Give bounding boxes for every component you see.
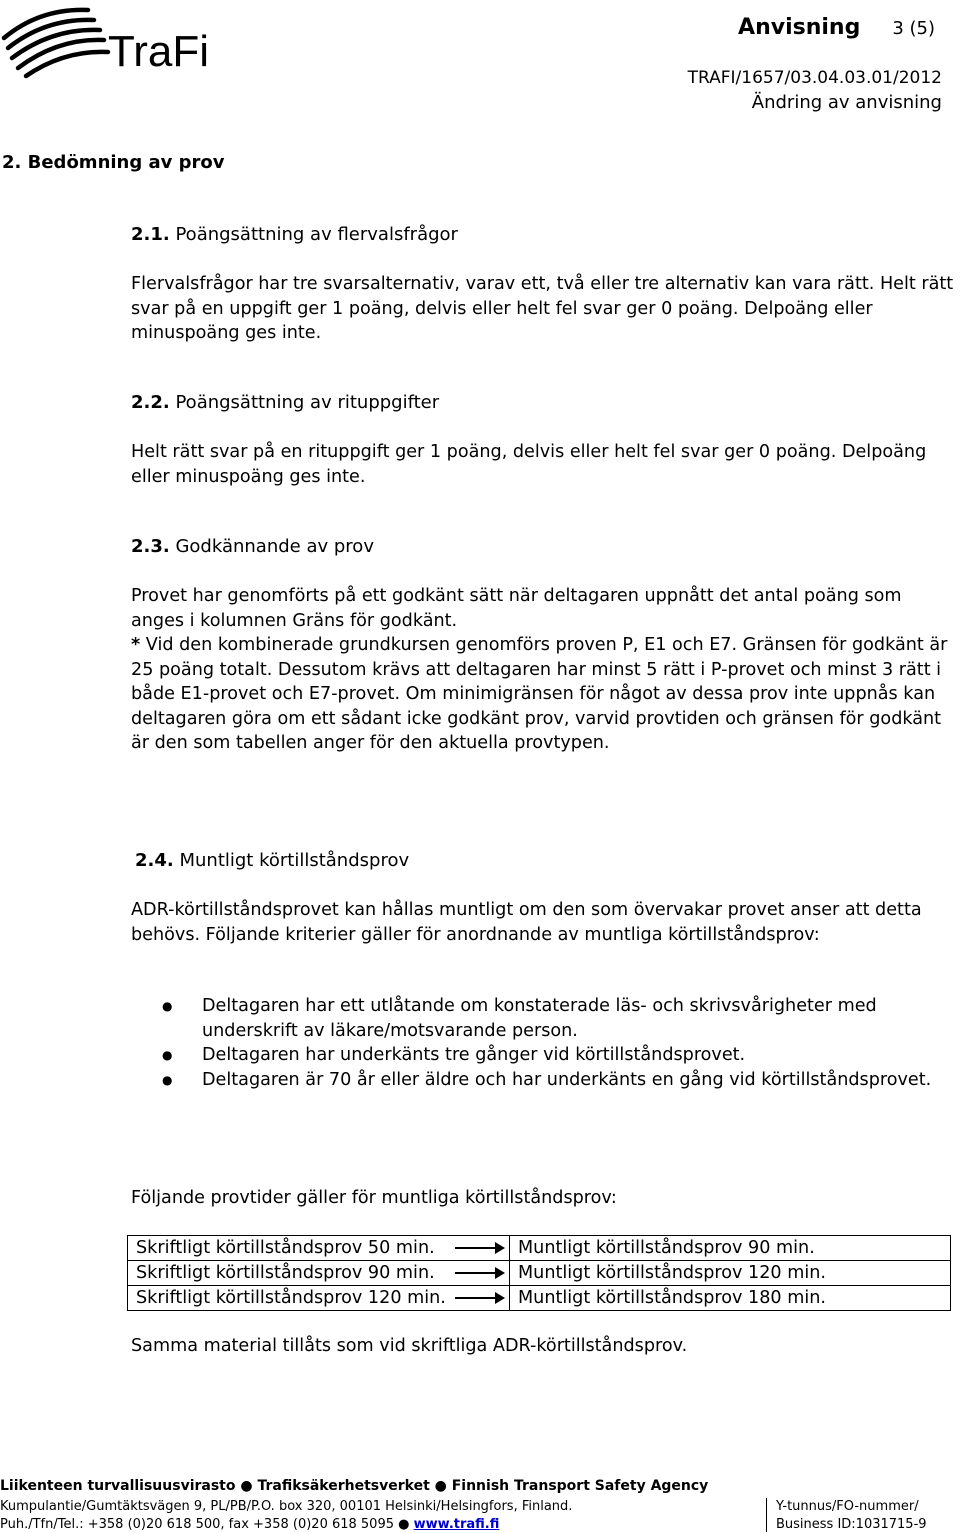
- paragraph-2-2: Helt rätt svar på en rituppgift ger 1 poäng, delvis eller helt fel svar ger 0 poäng. Delpoäng eller minuspoäng ges inte.: [131, 442, 927, 487]
- trafi-logo: [0, 0, 230, 80]
- list-item: ● Deltagaren är 70 år eller äldre och har underkänts en gång vid körtillståndsprovet.: [132, 1068, 932, 1093]
- oral-time-cell: Muntligt körtillståndsprov 120 min.: [510, 1261, 951, 1286]
- document-type: [738, 15, 935, 40]
- footer-divider: [766, 1498, 767, 1532]
- website-link[interactable]: www.trafi.fi: [413, 1517, 500, 1532]
- subsection-title: Muntligt körtillståndsprov: [179, 850, 410, 871]
- footer-address: Kumpulantie/Gumtäktsvägen 9, PL/PB/P.O. box 320, 00101 Helsinki/Helsingfors, Finland.: [0, 1499, 573, 1514]
- subsection-number: 2.3.: [131, 536, 170, 557]
- table-row: [128, 1261, 951, 1286]
- subsection-heading-2-2: [131, 392, 439, 413]
- subsection-heading-2-3: [131, 536, 374, 557]
- footer-agency: Liikenteen turvallisuusvirasto ● Trafiksäkerhetsverket ● Finnish Transport Safety Agency: [0, 1478, 709, 1494]
- written-time-cell: Skriftligt körtillståndsprov 120 min.: [128, 1286, 510, 1311]
- subsection-title: Poängsättning av flervalsfrågor: [175, 224, 458, 245]
- paragraph-2-4: ADR-körtillståndsprovet kan hållas muntligt om den som övervakar provet anser att detta behövs. Följande kriterier gäller för anordnande av muntliga körtillståndsprov:: [131, 900, 922, 945]
- footnote-star: *: [131, 635, 141, 655]
- paragraph-2-3-b-text: Vid den kombinerade grundkursen genomförs proven P, E1 och E7. Gränsen för godkänt är 25 poäng totalt. Dessutom krävs att deltagaren har minst 5 rätt i P-provet och minst 3 rätt i både E1-provet och E7-provet. Om minimigränsen för något av dessa prov inte uppnås kan deltagaren göra om ett sådant icke godkänt prov, varvid provtiden och gränsen för godkänt är den som tabellen anger för den aktuella provtypen.: [131, 635, 948, 753]
- subsection-number: 2.2.: [131, 392, 170, 413]
- exam-times-table: [127, 1235, 951, 1311]
- list-item: ● Deltagaren har underkänts tre gånger vid körtillståndsprovet.: [132, 1043, 932, 1068]
- times-intro: Följande provtider gäller för muntliga körtillståndsprov:: [131, 1188, 617, 1208]
- paragraph-2-1: Flervalsfrågor har tre svarsalternativ, varav ett, två eller tre alternativ kan vara rätt. Helt rätt svar på en uppgift ger 1 poäng, delvis eller helt fel svar ger 0 poäng. Delpoäng eller minuspoäng ges inte.: [131, 274, 954, 343]
- written-time-cell: Skriftligt körtillståndsprov 50 min.: [128, 1236, 510, 1261]
- paragraph-2-3-a: Provet har genomförts på ett godkänt sätt när deltagaren uppnått det antal poäng som anges i kolumnen Gräns för godkänt.: [131, 586, 902, 631]
- oral-time-cell: Muntligt körtillståndsprov 90 min.: [510, 1236, 951, 1261]
- footer-phone: Puh./Tfn/Tel.: +358 (0)20 618 500, fax +358 (0)20 618 5095 ●: [0, 1517, 410, 1532]
- subsection-number: 2.1.: [131, 224, 170, 245]
- list-item: ● Deltagaren har ett utlåtande om konstaterade läs- och skrivsvårigheter med underskrift av läkare/motsvarande person.: [132, 994, 932, 1043]
- paragraph-2-3-b: [131, 633, 956, 756]
- footer-contact: [0, 1517, 499, 1532]
- subsection-heading-2-4: [135, 850, 409, 871]
- section-heading: 2. Bedömning av prov: [2, 152, 225, 173]
- subsection-title: Godkännande av prov: [175, 536, 374, 557]
- subsection-title: Poängsättning av rituppgifter: [175, 392, 440, 413]
- document-type-label: Anvisning: [738, 15, 861, 40]
- page-number: 3 (5): [892, 18, 935, 39]
- business-id: Business ID:1031715-9: [776, 1517, 927, 1532]
- document-change-note: Ändring av anvisning: [751, 92, 942, 113]
- business-id-label: Y-tunnus/FO-nummer/: [776, 1499, 919, 1514]
- criteria-list: [132, 994, 932, 1092]
- subsection-number: 2.4.: [135, 850, 174, 871]
- arrow-right-icon: [455, 1272, 503, 1274]
- arrow-right-icon: [455, 1247, 503, 1249]
- document-reference: TRAFI/1657/03.04.03.01/2012: [687, 68, 942, 88]
- svg-text:TraFi: TraFi: [108, 27, 210, 76]
- arrow-right-icon: [455, 1297, 503, 1299]
- table-row: [128, 1236, 951, 1261]
- closing-paragraph: Samma material tillåts som vid skriftliga ADR-körtillståndsprov.: [131, 1336, 688, 1356]
- written-time-cell: Skriftligt körtillståndsprov 90 min.: [128, 1261, 510, 1286]
- table-row: [128, 1286, 951, 1311]
- oral-time-cell: Muntligt körtillståndsprov 180 min.: [510, 1286, 951, 1311]
- subsection-heading-2-1: [131, 224, 458, 245]
